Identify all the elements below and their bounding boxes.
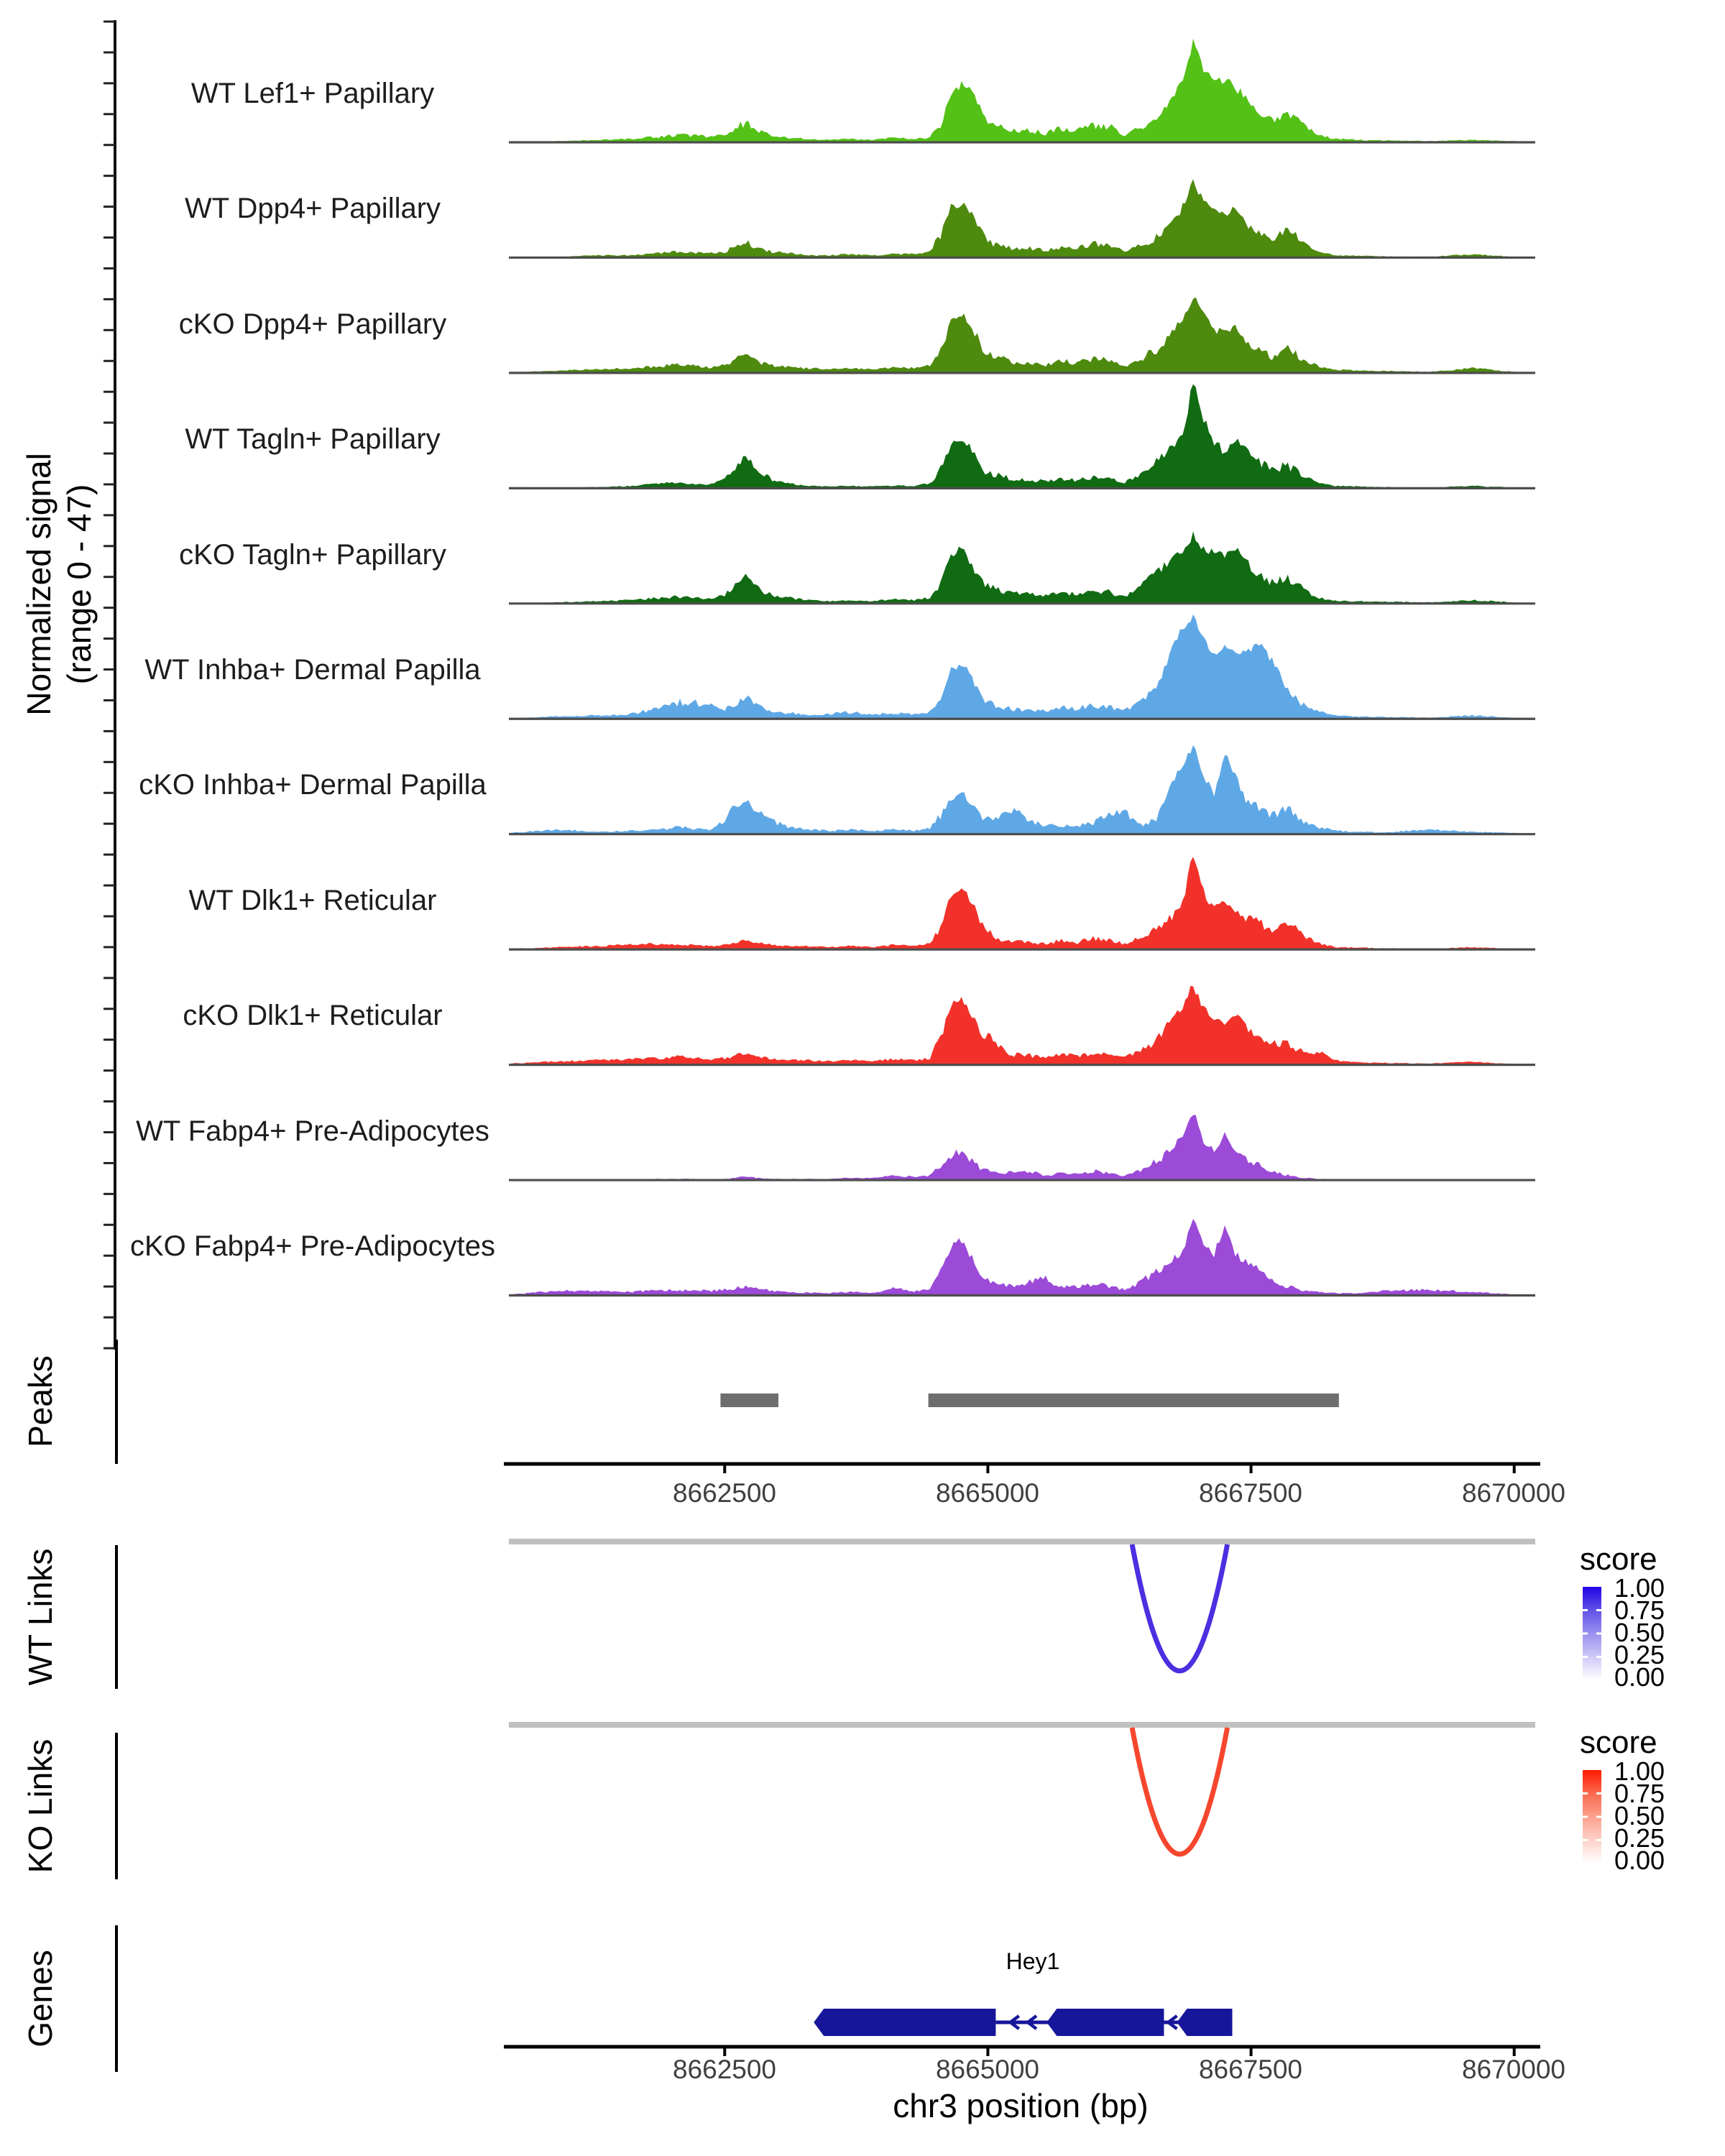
signal-track-area bbox=[509, 745, 1535, 834]
wt-score-tick: 0.25 bbox=[1614, 1640, 1665, 1669]
signal-track-area bbox=[509, 1219, 1535, 1296]
link-arc bbox=[1132, 1544, 1228, 1671]
link-arc bbox=[1132, 1728, 1228, 1854]
x-tick-label: 8665000 bbox=[935, 2055, 1040, 2084]
gene-name-label: Hey1 bbox=[1006, 1948, 1060, 1974]
track-label-cko-fabp4: cKO Fabp4+ Pre-Adipocytes bbox=[129, 1230, 496, 1262]
x-axis-title: chr3 position (bp) bbox=[893, 2087, 1149, 2124]
x-tick-label: 8662500 bbox=[672, 2055, 777, 2084]
signal-track-area bbox=[509, 1115, 1535, 1181]
signal-track-area bbox=[509, 179, 1535, 257]
wt-score-legend-title: score bbox=[1580, 1542, 1657, 1577]
y-axis-title-line2: (range 0 - 47) bbox=[60, 484, 98, 685]
y-axis-title-line1: Normalized signal bbox=[20, 453, 58, 716]
ko-score-tick: 1.00 bbox=[1614, 1756, 1665, 1786]
gene-exon bbox=[1177, 2009, 1232, 2036]
signal-track-area bbox=[509, 39, 1535, 142]
track-label-wt-inhba: WT Inhba+ Dermal Papilla bbox=[144, 654, 481, 686]
signal-track-area bbox=[509, 857, 1535, 949]
ko-score-legend-title: score bbox=[1580, 1725, 1657, 1760]
y-axis-title bbox=[19, 453, 99, 716]
section-label-genes: Genes bbox=[22, 1950, 59, 2047]
peak-bar bbox=[720, 1393, 778, 1407]
track-label-cko-tagln: cKO Tagln+ Papillary bbox=[179, 539, 446, 571]
peak-bar bbox=[929, 1393, 1339, 1407]
ko-score-tick: 0.00 bbox=[1614, 1846, 1665, 1875]
wt-score-tick: 0.00 bbox=[1614, 1662, 1665, 1692]
section-label-ko-links: KO Links bbox=[22, 1738, 59, 1874]
wt-score-tick: 0.50 bbox=[1614, 1618, 1665, 1647]
x-tick-label: 8667500 bbox=[1198, 2055, 1303, 2084]
x-tick-label: 8665000 bbox=[935, 1478, 1040, 1508]
signal-track-area bbox=[509, 384, 1535, 489]
x-tick-label: 8670000 bbox=[1461, 1478, 1566, 1508]
ko-score-tick: 0.75 bbox=[1614, 1779, 1665, 1808]
ko-score-tick: 0.50 bbox=[1614, 1801, 1665, 1830]
track-label-wt-lef1: WT Lef1+ Papillary bbox=[190, 78, 435, 109]
ko-score-tick: 0.25 bbox=[1614, 1823, 1665, 1853]
track-label-wt-dpp4: WT Dpp4+ Papillary bbox=[184, 193, 441, 224]
wt-score-tick: 0.75 bbox=[1614, 1595, 1665, 1625]
wt-score-tick: 1.00 bbox=[1614, 1573, 1665, 1603]
signal-track-area bbox=[509, 986, 1535, 1065]
track-label-cko-inhba: cKO Inhba+ Dermal Papilla bbox=[139, 769, 487, 801]
x-tick-label: 8662500 bbox=[672, 1478, 777, 1508]
section-label-peaks: Peaks bbox=[22, 1355, 59, 1447]
gene-exon bbox=[814, 2009, 995, 2036]
signal-track-area bbox=[509, 614, 1535, 719]
x-tick-label: 8670000 bbox=[1461, 2055, 1566, 2084]
signal-track-area bbox=[509, 298, 1535, 373]
track-label-cko-dpp4: cKO Dpp4+ Papillary bbox=[178, 308, 447, 340]
section-label-wt-links: WT Links bbox=[22, 1548, 59, 1686]
signal-track-area bbox=[509, 531, 1535, 604]
x-tick-label: 8667500 bbox=[1198, 1478, 1303, 1508]
track-label-wt-dlk1: WT Dlk1+ Reticular bbox=[188, 885, 437, 916]
gene-exon bbox=[1046, 2009, 1164, 2036]
track-label-cko-dlk1: cKO Dlk1+ Reticular bbox=[183, 1000, 443, 1031]
track-label-wt-fabp4: WT Fabp4+ Pre-Adipocytes bbox=[136, 1115, 489, 1147]
track-label-wt-tagln: WT Tagln+ Papillary bbox=[185, 423, 441, 455]
